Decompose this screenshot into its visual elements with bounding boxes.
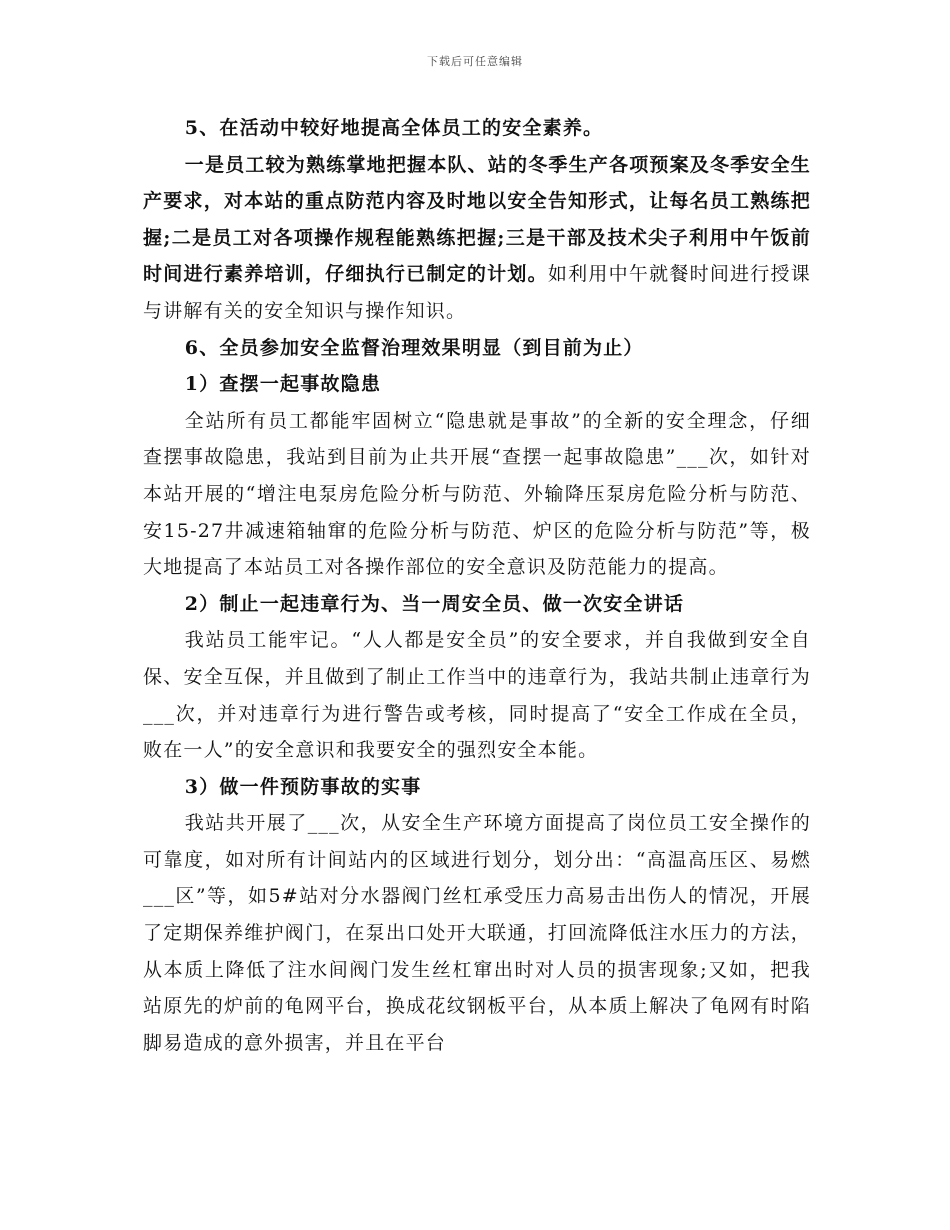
document-body — [143, 110, 811, 1061]
section-heading-5: 5、在活动中较好地提高全体员工的安全素养。 — [184, 117, 604, 139]
paragraph-training-bold: 一是员工较为熟练掌地把握本队、站的冬季生产各项预案及冬季安全生产要求，对本站的重点防范内容及时地以安全告知形式，让每名员工熟练把握;二是员工对各项操作规程能熟练把握;三是干部及技术尖子利用中午饭前时间进行素养培训，仔细执行已制定的计划。 — [143, 153, 811, 286]
paragraph-hazard-check: 全站所有员工都能牢固树立“隐患就是事故”的全新的安全理念，仔细查摆事故隐患，我站到目前为止共开展“查摆一起事故隐患”___次，如针对本站开展的“增注电泵房危险分析与防范、外输降压泵房危险分析与防范、安15-27井减速箱轴窜的危险分析与防范、炉区的危险分析与防范”等，极大地提高了本站员工对各操作部位的安全意识及防范能力的提高。 — [143, 409, 811, 579]
paragraph-stop-violation: 我站员工能牢记。“人人都是安全员”的安全要求，并自我做到安全自保、安全互保，并且做到了制止工作当中的违章行为，我站共制止违章行为___次，并对违章行为进行警告或考核，同时提高了“安全工作成在全员，败在一人”的安全意识和我要安全的强烈安全本能。 — [143, 629, 811, 762]
paragraph-training-normal: 如利用中午就餐时间进行授课与讲解有关的安全知识与操作知识。 — [143, 263, 811, 322]
section-heading-6: 6、全员参加安全监督治理效果明显（到目前为止） — [184, 336, 644, 359]
paragraph-prevention: 我站共开展了___次，从安全生产环境方面提高了岗位员工安全操作的可靠度，如对所有计间站内的区域进行划分，划分出：“高温高压区、易燃___区”等，如5#站对分水器阀门丝杠承受压力高易击出伤人的情况，开展了定期保养维护阀门，在泵出口处开大联通，打回流降低注水压力的方法，从本质上降低了注水间阀门发生丝杠窜出时对人员的损害现象;又如，把我站原先的炉前的龟网平台，换成花纹钢板平台，从本质上解决了龟网有时陷脚易造成的意外损害，并且在平台 — [143, 812, 811, 1054]
subheading-prevention: 3）做一件预防事故的实事 — [184, 775, 422, 798]
page-header: 下载后可任意编辑 — [427, 55, 523, 68]
paragraph-training — [143, 147, 811, 330]
subheading-stop-violation: 2）制止一起违章行为、当一周安全员、做一次安全讲话 — [184, 592, 685, 615]
subheading-hazard-check: 1）查摆一起事故隐患 — [184, 373, 382, 396]
